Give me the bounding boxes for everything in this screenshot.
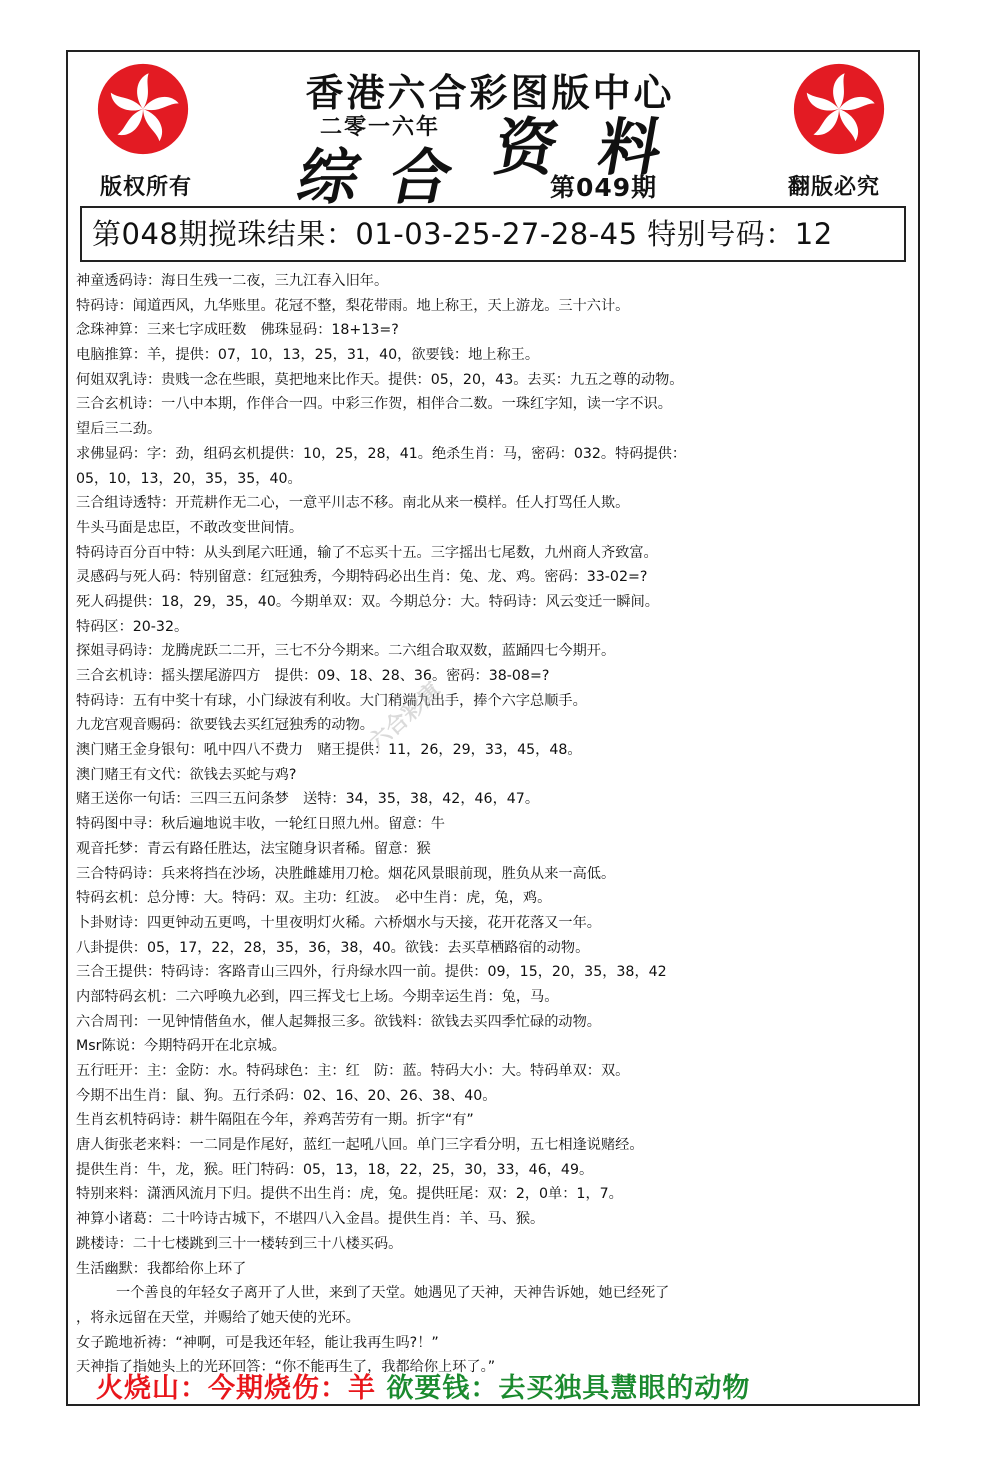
- text-line: 探姐寻码诗：龙腾虎跃二二开，三七不分今期来。二六组合取双数，蓝踊四七今期开。: [76, 643, 616, 660]
- footer-red-text: 火烧山：今期烧伤：羊: [96, 1373, 376, 1404]
- text-line: 何姐双乳诗：贵贱一念在些眼，莫把地来比作天。提供：05，20，43。去买：九五之尊的动物。: [76, 371, 684, 388]
- text-line: 生活幽默：我都给你上环了: [76, 1260, 247, 1277]
- text-line: 牛头马面是忠臣，不敢改变世间情。: [76, 519, 304, 536]
- text-line: 唐人街张老来料：一二同是作尾好，蓝红一起吼八回。单门三字看分明，五七相逢说赌经。: [76, 1137, 644, 1154]
- text-line: 求佛显码：字：劲，组码玄机提供：10，25，28，41。绝杀生肖：马，密码：032。特码提供：: [76, 445, 687, 462]
- bauhinia-logo-right-icon: [792, 62, 886, 156]
- content-body: [76, 269, 914, 1380]
- text-line: 三合玄机诗：摇头摆尾游四方 提供：09、18、28、36。密码：38-08=?: [76, 668, 550, 684]
- text-line: 三合王提供：特码诗：客路青山三四外，行舟绿水四一前。提供：09，15，20，35，38，42: [76, 964, 667, 981]
- text-line: 特码诗：闻道西风，九华账里。花冠不整，梨花带雨。地上称王，天上游龙。三十六计。: [76, 297, 630, 314]
- text-line: 五行旺开：主：金防：水。特码球色：主：红 防：蓝。特码大小：大。特码单双：双。: [76, 1063, 630, 1079]
- text-line: 特码图中寻：秋后遍地说丰收，一轮红日照九州。留意：牛: [76, 816, 445, 833]
- text-line: 电脑推算：羊，提供：07，10，13，25，31，40，欲要钱：地上称王。: [76, 347, 540, 364]
- text-line: Msr陈说：今期特码开在北京城。: [76, 1038, 286, 1055]
- text-line: 卜卦财诗：四更钟动五更鸣，十里夜明灯火稀。六桥烟水与天接，花开花落又一年。: [76, 914, 601, 931]
- big-title-char-4: 料: [592, 111, 668, 184]
- no-piracy-label: 翻版必究: [788, 175, 881, 200]
- text-line: 九龙宫观音赐码：欲要钱去买红冠独秀的动物。: [76, 717, 374, 734]
- bauhinia-logo-left-icon: [96, 62, 190, 156]
- text-line: 观音托梦：青云有路任胜达，法宝随身识者稀。留意：猴: [76, 840, 431, 857]
- text-line: 内部特码玄机：二六呼唤九必到，四三挥戈七上场。今期幸运生肖：兔，马。: [76, 988, 559, 1005]
- big-title-char-2: 合: [383, 143, 459, 213]
- footer-green-text: 欲要钱：去买独具慧眼的动物: [386, 1373, 751, 1404]
- text-line: 三合组诗透特：开荒耕作无二心，一意平川志不移。南北从来一模样。任人打骂任人欺。: [76, 495, 630, 512]
- footer-banner: [96, 1366, 750, 1405]
- text-line: 望后三二劲。: [76, 421, 162, 438]
- text-line: 神童透码诗：海日生残一二夜，三九江春入旧年。: [76, 273, 389, 289]
- text-line: 特码玄机：总分博：大。特码：双。主功：红波。 必中生肖：虎，兔，鸡。: [76, 890, 552, 907]
- text-line: 死人码提供：18，29，35，40。今期单双：双。今期总分：大。特码诗：风云变迁一瞬间。: [76, 593, 659, 610]
- text-line: 六合周刊：一见钟情偕鱼水，催人起舞报三多。欲钱料：欲钱去买四季忙碌的动物。: [76, 1013, 601, 1030]
- text-line: 今期不出生肖：鼠、狗。五行杀码：02、16、20、26、38、40。: [76, 1087, 497, 1104]
- watermark: 六合彩庫: [364, 678, 447, 756]
- text-line: 三合玄机诗：一八中本期，作伴合一四。中彩三作贺，相伴合二数。一珠红字知，读一字不识。: [76, 396, 672, 413]
- text-line: 特码区：20-32。: [76, 618, 189, 635]
- text-line: 赌王送你一句话：三四三五问条梦 送特：34，35，38，42，46，47。: [76, 791, 540, 808]
- text-line: 灵感码与死人码：特别留意：红冠独秀，今期特码必出生肖：兔、龙、鸡。密码：33-02=?: [76, 569, 648, 586]
- copyright-label: 版权所有: [100, 175, 193, 200]
- text-line: 八卦提供：05，17，22，28，35，36，38，40。欲钱：去买草栖路宿的动物。: [76, 939, 590, 956]
- text-line: 一个善良的年轻女子离开了人世，来到了天堂。她遇见了天神，天神告诉她，她已经死了: [116, 1285, 670, 1302]
- text-line: 05，10，13，20，35，35，40。: [76, 470, 302, 487]
- text-line: 特码诗：五有中奖十有球，小门绿波有利收。大门稍端九出手，捧个六字总顺手。: [76, 692, 587, 709]
- page-title: 香港六合彩图版中心: [305, 71, 675, 115]
- text-line: 天神指了指她头上的光环回答：“你不能再生了，我都给你上环了。”: [76, 1359, 496, 1376]
- text-line: 三合特码诗：兵来将挡在沙场，决胜雌雄用刀枪。烟花风景眼前现，胜负从来一高低。: [76, 865, 616, 882]
- text-line: 念珠神算：三来七字成旺数 佛珠显码：18+13=?: [76, 322, 399, 339]
- year-label: 二零一六年: [320, 115, 441, 140]
- text-line: 特码诗百分百中特：从头到尾六旺通，输了不忘买十五。三字摇出七尾数，九州商人齐致富。: [76, 544, 658, 561]
- big-title-char-1: 综: [291, 143, 367, 213]
- text-line: 跳楼诗：二十七楼跳到三十一楼转到三十八楼买码。: [76, 1235, 403, 1252]
- text-line: 神算小诸葛：二十吟诗古城下，不堪四八入金昌。提供生肖：羊、马、猴。: [76, 1211, 545, 1228]
- text-line: 澳门赌王金身银句：吼中四八不费力 赌王提供：11，26，29，33，45，48。: [76, 742, 582, 759]
- text-line: 特别来料：潇洒风流月下归。提供不出生肖：虎，兔。提供旺尾：双：2，0单：1，7。: [76, 1186, 623, 1203]
- text-line: ，将永远留在天堂，并赐给了她天使的光环。: [76, 1309, 360, 1326]
- text-line: 生肖玄机特码诗：耕牛隔阻在今年，养鸡苦劳有一期。折字“有”: [76, 1112, 474, 1129]
- text-line: 女子跪地祈祷：“神啊，可是我还年轻，能让我再生吗?！”: [76, 1334, 439, 1351]
- text-line: 提供生肖：牛，龙，猴。旺门特码：05，13，18，22，25，30，33，46，49。: [76, 1161, 594, 1178]
- text-line: 澳门赌王有文代：欲钱去买蛇与鸡?: [76, 766, 297, 783]
- draw-result: 第048期搅珠结果：01-03-25-27-28-45 特别号码：12: [80, 206, 906, 262]
- issue-number: 第049期: [550, 173, 658, 202]
- big-title-char-3: 资: [488, 111, 564, 184]
